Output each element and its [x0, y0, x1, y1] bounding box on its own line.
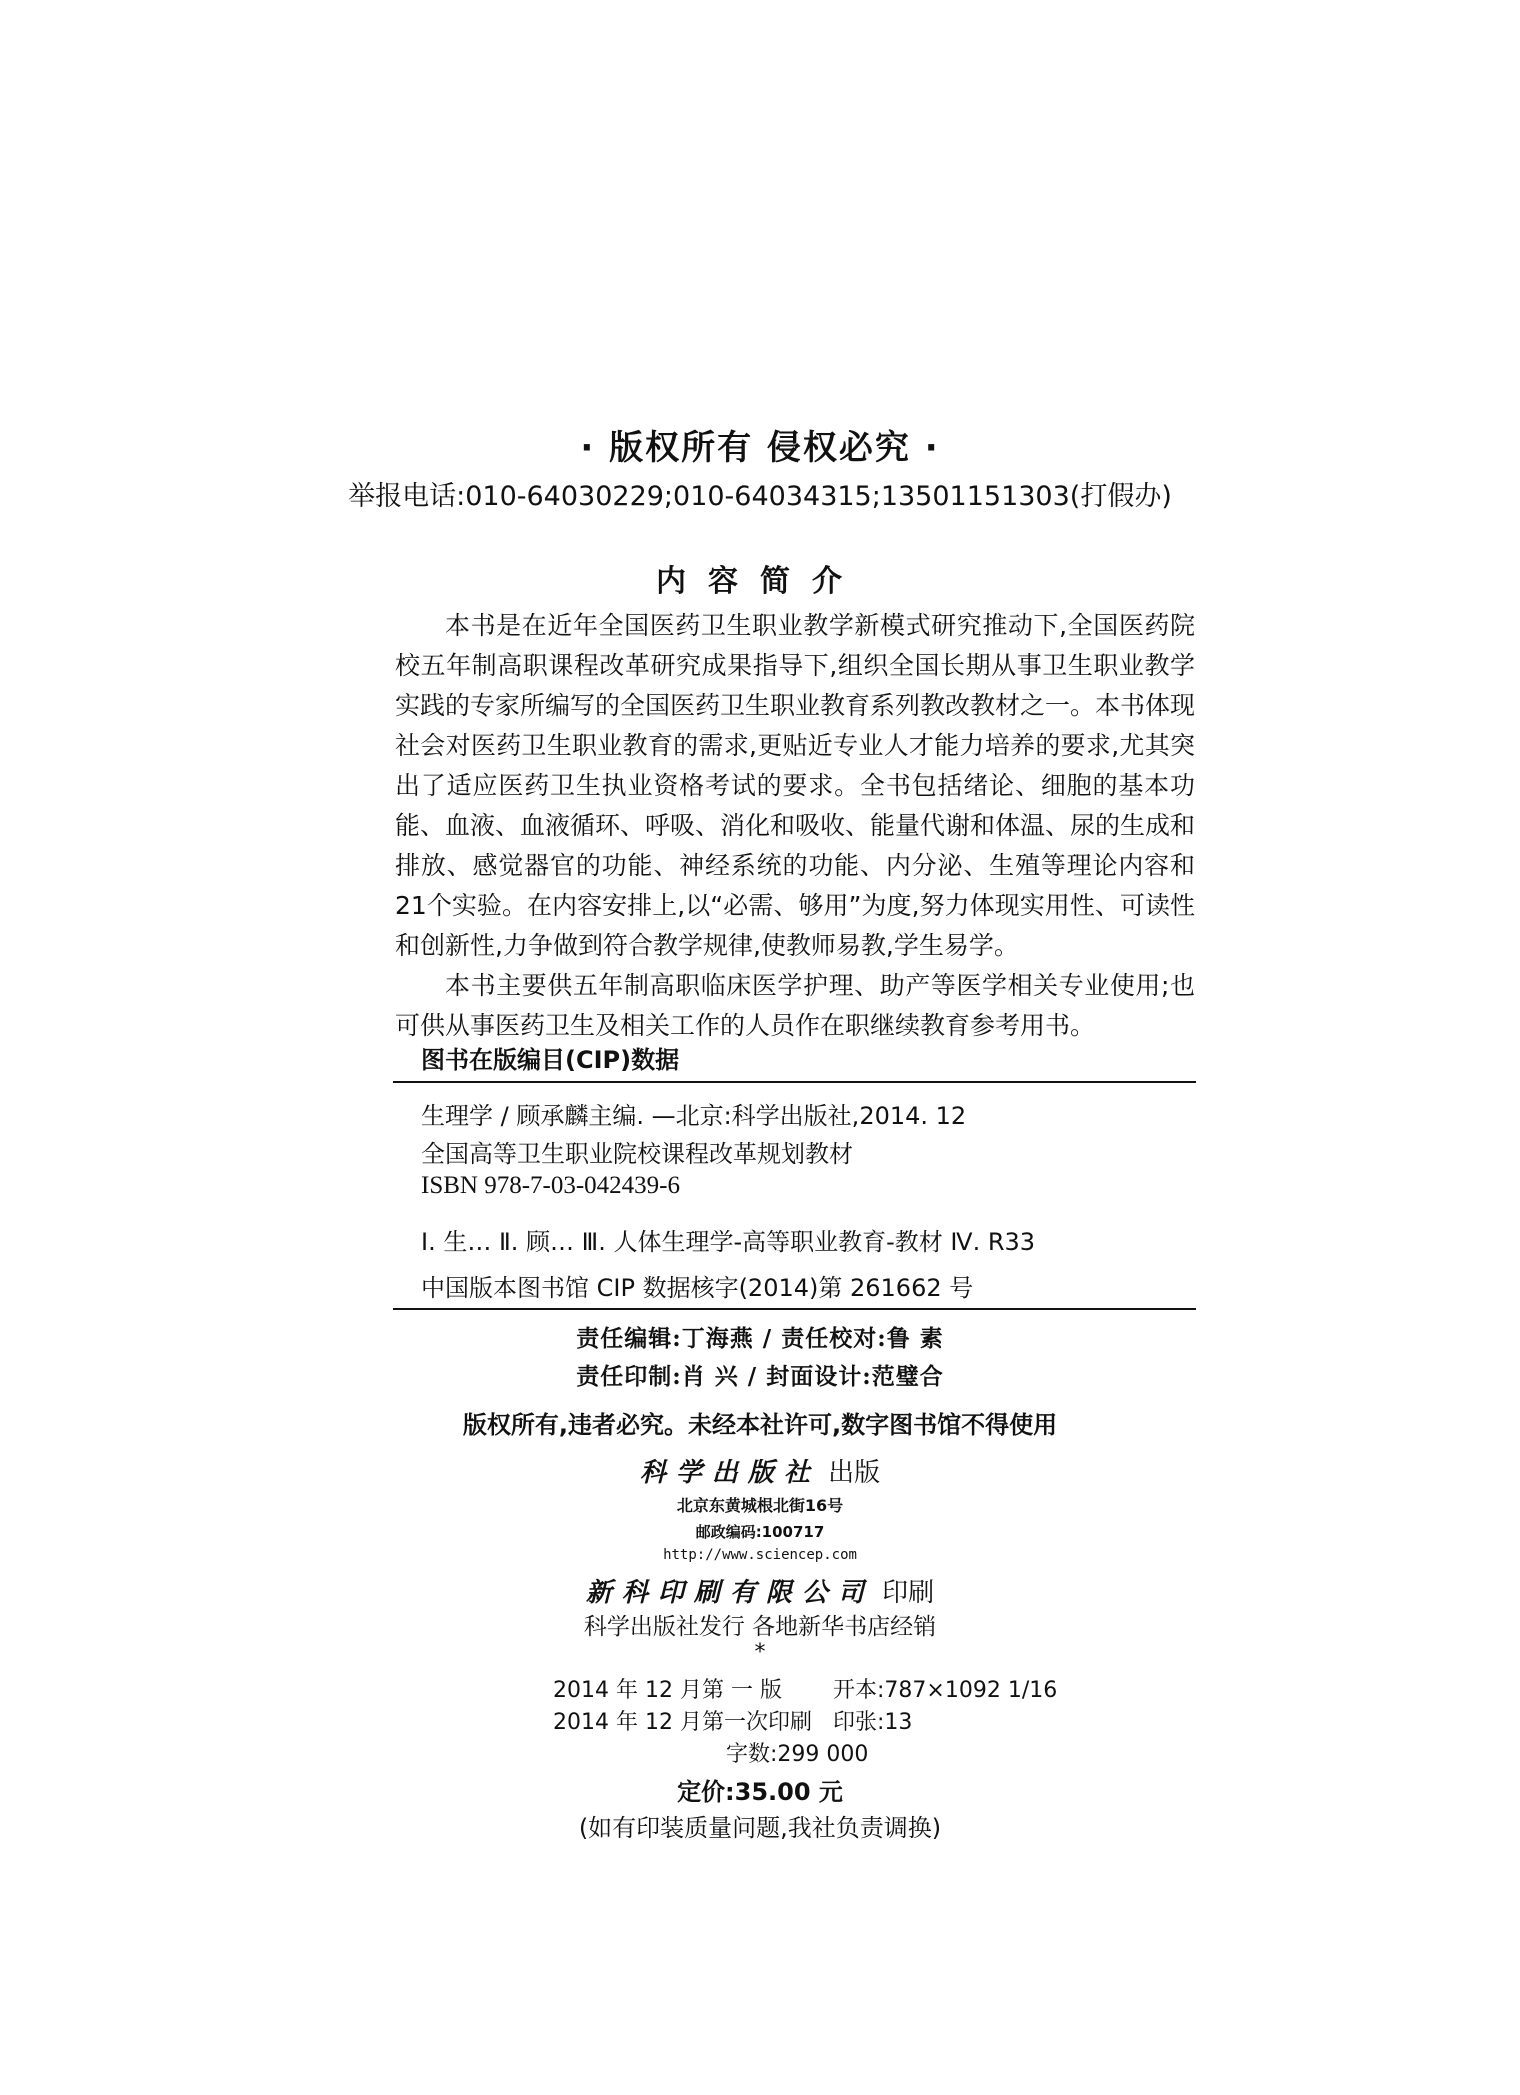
- printer-line: [0, 1572, 1520, 1609]
- cip-series-line: 全国高等卫生职业院校课程改革规划教材: [421, 1140, 853, 1168]
- distribution-line: 科学出版社发行 各地新华书店经销: [583, 1614, 937, 1640]
- rights-notice: 版权所有,违者必究。未经本社许可,数字图书馆不得使用: [462, 1411, 1058, 1439]
- printer-role: 印刷: [882, 1578, 935, 1608]
- publisher-name: 科学出版社: [639, 1458, 820, 1488]
- summary-body: [395, 606, 1195, 1046]
- publisher-line: [0, 1452, 1520, 1489]
- publisher-role: 出版: [828, 1458, 881, 1488]
- cip-top-rule: [393, 1081, 1196, 1083]
- publisher-postcode: 邮政编码:100717: [695, 1523, 825, 1541]
- cip-record-number-line: 中国版本图书馆 CIP 数据核字(2014)第 261662 号: [421, 1274, 974, 1302]
- printed-sheets: 印张:13: [833, 1710, 913, 1735]
- printer-name: 新科印刷有限公司: [585, 1578, 874, 1608]
- publisher-url: http://www.sciencep.com: [663, 1547, 857, 1563]
- separator-star: *: [754, 1640, 766, 1665]
- book-format: 开本:787×1092 1/16: [833, 1678, 1058, 1703]
- editor-credit-line: 责任编辑:丁海燕 / 责任校对:鲁 素: [576, 1325, 944, 1352]
- cip-bottom-rule: [393, 1308, 1196, 1310]
- report-phone-line: 举报电话:010-64030229;010-64034315;13501151303(打假办): [348, 481, 1172, 512]
- cip-title-line: 生理学 / 顾承麟主编. —北京:科学出版社,2014. 12: [421, 1102, 967, 1130]
- edition-date: 2014 年 12 月第 一 版: [553, 1678, 782, 1703]
- summary-paragraph: 本书主要供五年制高职临床医学护理、助产等医学相关专业使用;也可供从事医药卫生及相关工作的人员作在职继续教育参考用书。: [395, 971, 1195, 1040]
- print-date: 2014 年 12 月第一次印刷: [553, 1710, 812, 1735]
- copyright-title: · 版权所有 侵权必究 ·: [580, 428, 940, 468]
- summary-paragraph: 本书是在近年全国医药卫生职业教学新模式研究推动下,全国医药院校五年制高职课程改革研究成果指导下,组织全国长期从事卫生职业教学实践的专家所编写的全国医药卫生职业教育系列教改教材之一。本书体现社会对医药卫生职业教育的需求,更贴近专业人才能力培养的要求,尤其突出了适应医药卫生执业资格考试的要求。全书包括绪论、细胞的基本功能、血液、血液循环、呼吸、消化和吸收、能量代谢和体温、尿的生成和排放、感觉器官的功能、神经系统的功能、内分泌、生殖等理论内容和21个实验。在内容安排上,以“必需、够用”为度,努力体现实用性、可读性和创新性,力争做到符合教学规律,使教师易教,学生易学。: [395, 611, 1196, 960]
- quality-note: (如有印装质量问题,我社负责调换): [578, 1814, 942, 1842]
- cip-classification-line: Ⅰ. 生… Ⅱ. 顾… Ⅲ. 人体生理学-高等职业教育-教材 Ⅳ. R33: [421, 1228, 1036, 1256]
- price: 定价:35.00 元: [677, 1778, 843, 1806]
- word-count: 字数:299 000: [726, 1742, 869, 1767]
- summary-heading: 内容简介: [656, 564, 864, 599]
- publisher-address: 北京东黄城根北街16号: [676, 1496, 844, 1515]
- cip-heading: 图书在版编目(CIP)数据: [421, 1046, 680, 1074]
- cip-isbn-line: ISBN 978-7-03-042439-6: [421, 1172, 681, 1199]
- production-credit-line: 责任印制:肖 兴 / 封面设计:范璧合: [576, 1363, 944, 1390]
